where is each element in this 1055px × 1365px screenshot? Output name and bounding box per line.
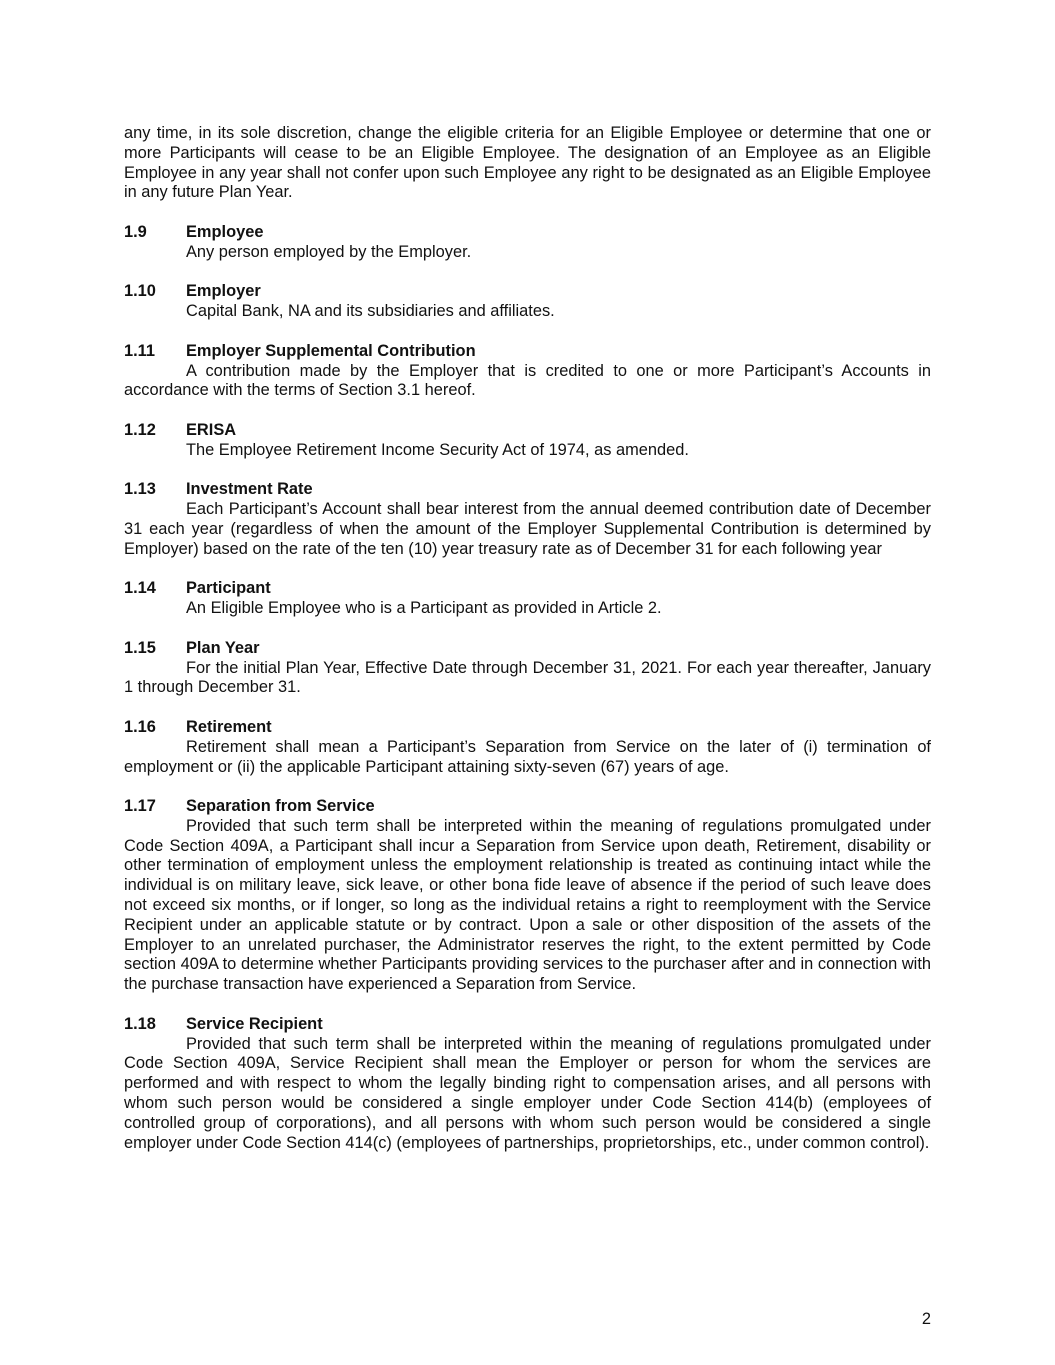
section-title: Employee — [186, 222, 264, 241]
section-investment-rate — [124, 480, 931, 559]
section-number: 1.17 — [124, 797, 156, 816]
section-number: 1.9 — [124, 222, 147, 241]
section-number: 1.13 — [124, 480, 156, 499]
section-body: Provided that such term shall be interpreted within the meaning of regulations promulgated under Code Section 409A, Service Recipient shall mean the Employer or person for whom the services are performed and with respect to whom the legally binding right to compensation arises, and all persons with whom such person would be considered a single employer under Code Section 414(b) (employees of controlled group of corporations), and all persons with whom such person would be considered a single employer under Code Section 414(c) (employees of partnerships, proprietorships, etc., under common control). — [124, 1034, 931, 1152]
section-title: ERISA — [186, 420, 237, 439]
section-title: Employer — [186, 282, 261, 301]
section-title: Investment Rate — [186, 480, 313, 499]
section-number: 1.16 — [124, 717, 156, 736]
section-separation-from-service — [124, 797, 931, 995]
section-body: Any person employed by the Employer. — [186, 242, 472, 261]
section-title: Retirement — [186, 717, 272, 736]
section-erisa — [124, 421, 931, 461]
section-body: For the initial Plan Year, Effective Date through December 31, 2021. For each year thereafter, January 1 through December 31. — [124, 658, 931, 697]
section-title: Separation from Service — [186, 797, 375, 816]
section-employer-supplemental-contribution — [124, 342, 931, 401]
document-page — [124, 124, 931, 1153]
section-employer — [124, 282, 931, 322]
section-number: 1.18 — [124, 1014, 156, 1033]
section-number: 1.15 — [124, 638, 156, 657]
section-body: Retirement shall mean a Participant’s Separation from Service on the later of (i) termination of employment or (ii) the applicable Participant attaining sixty-seven (67) years of age. — [124, 737, 931, 776]
section-number: 1.12 — [124, 420, 156, 439]
section-service-recipient — [124, 1015, 931, 1154]
section-number: 1.11 — [124, 341, 155, 360]
section-title: Plan Year — [186, 638, 260, 657]
page-number: 2 — [921, 1310, 931, 1328]
section-body: A contribution made by the Employer that is credited to one or more Participant’s Accounts in accordance with the terms of Section 3.1 hereof. — [124, 361, 931, 400]
section-number: 1.10 — [124, 282, 156, 301]
section-employee — [124, 223, 931, 263]
intro-paragraph: any time, in its sole discretion, change the eligible criteria for an Eligible Employee or determine that one or more Participants will cease to be an Eligible Employee. The designation of an Employee as an Eligible Employee in any year shall not confer upon such Employee any right to be designated as an Eligible Employee in any future Plan Year. — [124, 124, 931, 202]
section-title: Service Recipient — [186, 1014, 323, 1033]
section-body: Provided that such term shall be interpreted within the meaning of regulations promulgated under Code Section 409A, a Participant shall incur a Separation from Service upon death, Retirement, disability or other termination of employment unless the employment relationship is treated as continuing intact while the individual is on military leave, sick leave, or other bona fide leave of absence if the period of such leave does not exceed six months, or if longer, so long as the individual retains a right to reemployment with the Service Recipient under an applicable statute or by contract. Upon a sale or other disposition of the assets of the Employer to an unrelated purchaser, the Administrator reserves the right, to the extent permitted by Code section 409A to determine whether Participants providing services to the purchaser after and in connection with the purchase transaction have experienced a Separation from Service. — [124, 816, 931, 994]
section-body: Capital Bank, NA and its subsidiaries and affiliates. — [186, 302, 555, 321]
section-participant — [124, 579, 931, 619]
section-body: The Employee Retirement Income Security Act of 1974, as amended. — [186, 440, 689, 459]
section-body: An Eligible Employee who is a Participant as provided in Article 2. — [186, 599, 662, 618]
section-retirement — [124, 718, 931, 777]
section-number: 1.14 — [124, 579, 156, 598]
section-plan-year — [124, 639, 931, 698]
section-body: Each Participant’s Account shall bear interest from the annual deemed contribution date of December 31 each year (regardless of when the amount of the Employer Supplemental Contribution is determined by Employer) based on the rate of the ten (10) year treasury rate as of December 31 for each following year — [124, 500, 931, 558]
section-title: Participant — [186, 579, 271, 598]
section-title: Employer Supplemental Contribution — [186, 341, 476, 360]
